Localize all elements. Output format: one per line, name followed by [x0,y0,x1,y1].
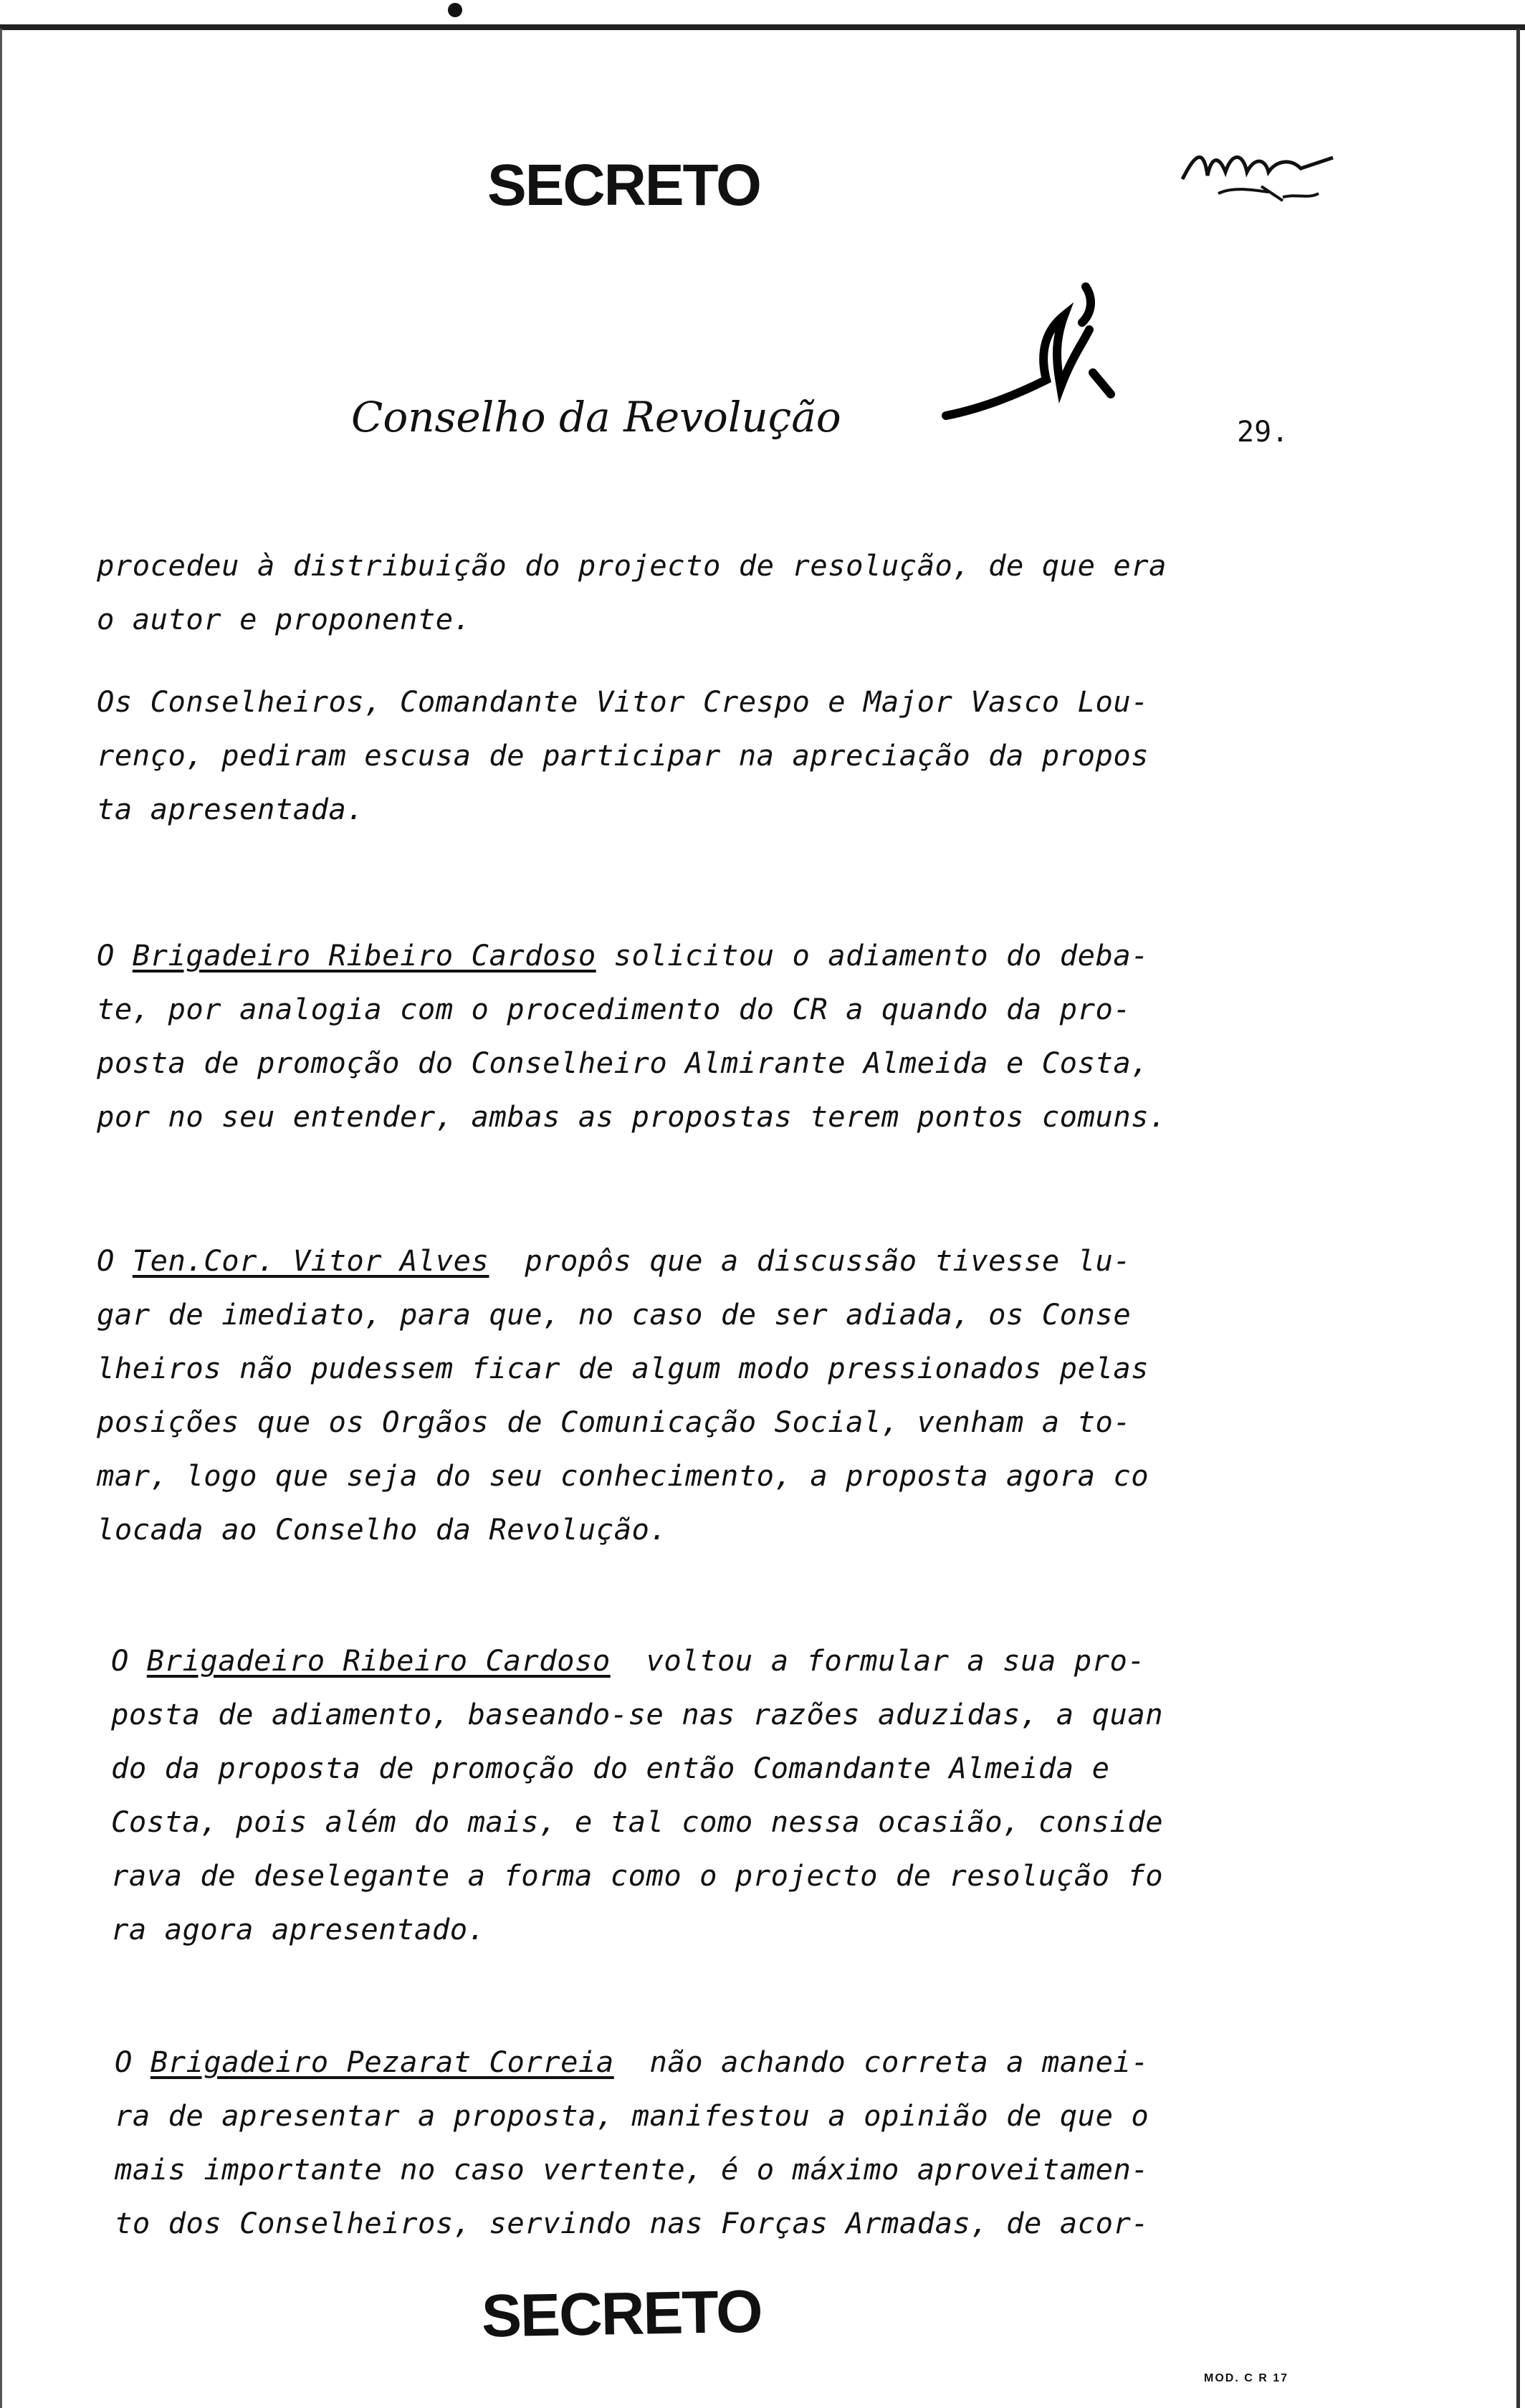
paragraph-line: gar de imediato, para que, no caso de ser adiada, os Conse [97,1297,1132,1332]
paragraph-line: ta apresentada. [97,792,365,826]
paragraph-first-line: O Brigadeiro Ribeiro Cardoso voltou a formular a sua pro- [111,1643,1146,1678]
letterhead-title: Conselho da Revolução [351,393,841,441]
paragraph-line: procedeu à distribuição do projecto de resolução, de que era [97,548,1167,583]
signature-top-right [1175,136,1340,215]
classification-stamp-bottom: SECRETO [481,2277,762,2350]
form-code: MOD. C R 17 [1204,2372,1289,2384]
left-edge-rule [0,29,2,2408]
speaker-name: Brigadeiro Ribeiro Cardoso [132,938,596,973]
paragraph-line: lheiros não pudessem ficar de algum modo pressionados pelas [97,1351,1149,1385]
first-line-rest: solicitou o adiamento do deba- [596,938,1149,973]
paragraph-line: Costa, pois além do mais, e tal como nessa ocasião, conside [111,1805,1164,1839]
paragraph-first-line: O Ten.Cor. Vitor Alves propôs que a discussão tivesse lu- [97,1243,1132,1278]
paragraph-line: mais importante no caso vertente, é o máximo aproveitamen- [115,2152,1149,2187]
paragraph-line: locada ao Conselho da Revolução. [97,1512,668,1547]
speaker-name: Ten.Cor. Vitor Alves [132,1243,489,1278]
paragraph-line: posta de adiamento, baseando-se nas razões aduzidas, a quan [111,1697,1164,1731]
paragraph-line: ra agora apresentado. [111,1912,486,1946]
top-edge-rule [0,24,1525,30]
paragraph-first-line: O Brigadeiro Pezarat Correia não achando correta a manei- [115,2045,1149,2079]
page-number: 29. [1237,416,1289,449]
paragraph-line: por no seu entender, ambas as propostas terem pontos comuns. [97,1099,1167,1134]
right-edge-rule [1516,29,1520,2408]
speaker-name: Brigadeiro Ribeiro Cardoso [146,1643,611,1678]
paragraph-line: do da proposta de promoção do então Comandante Almeida e [111,1751,1110,1785]
paragraph-line: posta de promoção do Conselheiro Almirante Almeida e Costa, [97,1046,1149,1080]
paragraph-line: mar, logo que seja do seu conhecimento, a proposta agora co [97,1458,1149,1493]
paragraph-line: Os Conselheiros, Comandante Vitor Crespo e Major Vasco Lou- [97,684,1149,719]
initials-signature [939,272,1125,430]
paragraph-line: ra de apresentar a proposta, manifestou a opinião de que o [115,2098,1149,2133]
paragraph-5 [111,1634,1322,1956]
paragraph-3 [97,929,1308,1144]
paragraph-line: rava de deselegante a forma como o projecto de resolução fo [111,1858,1164,1893]
paragraph-line: o autor e proponente. [97,602,472,636]
paragraph-line: posições que os Orgãos de Comunicação Social, venham a to- [97,1405,1132,1439]
paragraph-line: to dos Conselheiros, servindo nas Forças Armadas, de acor- [115,2206,1149,2240]
first-line-rest: voltou a formular a sua pro- [610,1643,1146,1678]
paragraph-line: te, por analogia com o procedimento do CR a quando da pro- [97,992,1132,1026]
punch-hole-dot [448,3,462,17]
paragraph-2 [97,675,1308,836]
speaker-name: Brigadeiro Pezarat Correia [150,2045,614,2079]
paragraph-1 [97,539,1308,646]
paragraph-6 [115,2035,1326,2250]
paragraph-first-line: O Brigadeiro Ribeiro Cardoso solicitou o adiamento do deba- [97,938,1149,973]
classification-stamp-top: SECRETO [487,153,760,218]
paragraph-line: renço, pediram escusa de participar na apreciação da propos [97,738,1149,773]
first-line-rest: não achando correta a manei- [613,2045,1149,2079]
first-line-rest: propôs que a discussão tivesse lu- [489,1243,1132,1278]
paragraph-4 [97,1234,1308,1557]
